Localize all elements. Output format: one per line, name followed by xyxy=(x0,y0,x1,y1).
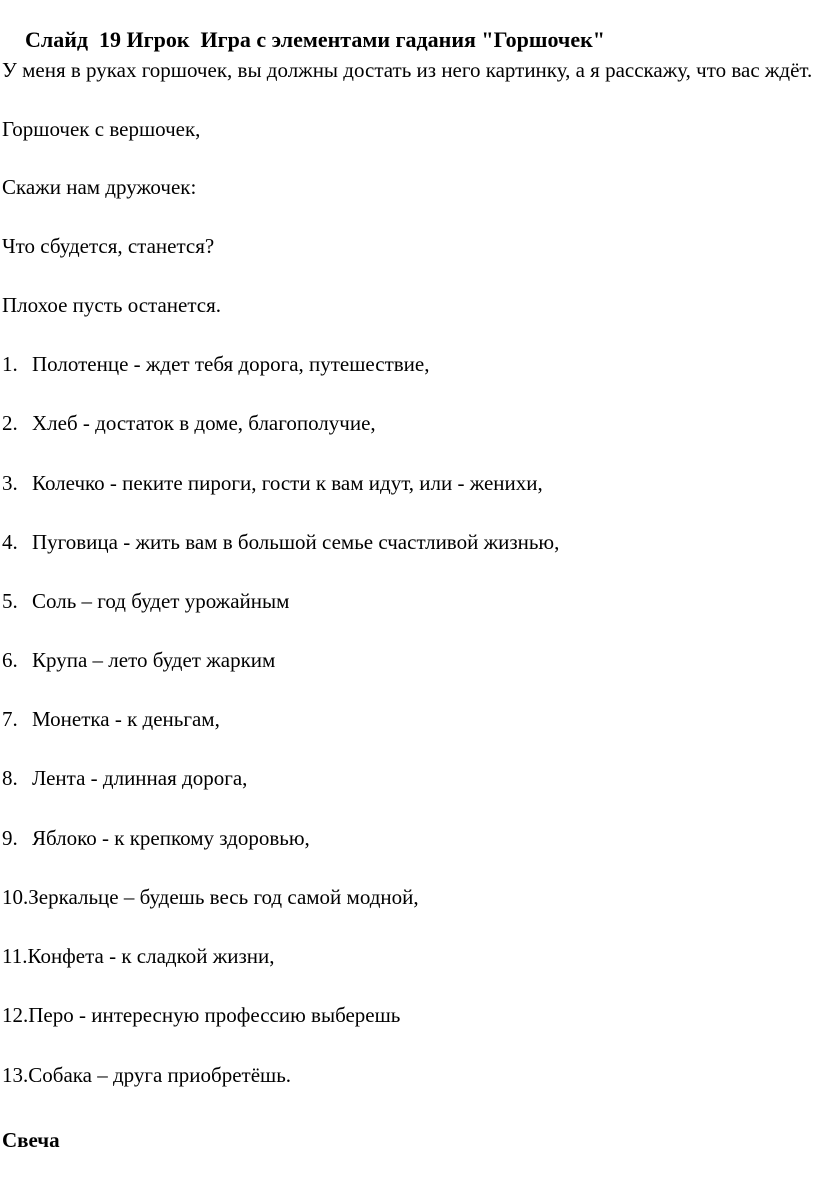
verse-line: Что сбудется, станется? xyxy=(2,234,215,258)
list-item xyxy=(2,588,289,614)
list-item-number: 12. xyxy=(2,1003,29,1027)
list-item-text: Крупа – лето будет жарким xyxy=(32,648,276,672)
list-item xyxy=(2,765,247,791)
list-item-number: 13. xyxy=(2,1063,29,1087)
list-item xyxy=(2,351,429,377)
list-item-text: Монетка - к деньгам, xyxy=(32,707,220,731)
verse-line: Горшочек с вершочек, xyxy=(2,117,201,141)
list-item-number: 9. xyxy=(2,826,18,850)
list-item-text: Соль – год будет урожайным xyxy=(32,589,290,613)
list-item xyxy=(2,706,220,732)
list-item-text: Лента - длинная дорога, xyxy=(32,766,248,790)
list-item-number: 10. xyxy=(2,885,29,909)
list-item-text: Полотенце - ждет тебя дорога, путешествие, xyxy=(32,352,430,376)
list-item-text: Собака – друга приобретёшь. xyxy=(28,1063,292,1087)
list-item-text: Яблоко - к крепкому здоровью, xyxy=(32,826,310,850)
list-item xyxy=(2,943,275,969)
verse-line: Скажи нам дружочек: xyxy=(2,175,197,199)
list-item-number: 7. xyxy=(2,707,18,731)
list-item-number: 1. xyxy=(2,352,18,376)
list-item-text: Колечко - пеките пироги, гости к вам идут, или - женихи, xyxy=(32,471,543,495)
list-item-number: 6. xyxy=(2,648,18,672)
list-item-number: 2. xyxy=(2,411,18,435)
list-item xyxy=(2,1002,400,1028)
list-item xyxy=(2,410,376,436)
list-item-text: Перо - интересную профессию выберешь xyxy=(28,1003,401,1027)
list-item xyxy=(2,1062,291,1088)
list-item-text: Пуговица - жить вам в большой семье счастливой жизнью, xyxy=(32,530,560,554)
list-item-number: 3. xyxy=(2,471,18,495)
list-item-text: Хлеб - достаток в доме, благополучие, xyxy=(32,411,376,435)
list-item-text: Конфета - к сладкой жизни, xyxy=(27,944,275,968)
list-item xyxy=(2,825,310,851)
page-title: Слайд 19 Игрок Игра с элементами гадания "Горшочек" xyxy=(25,27,605,52)
list-item xyxy=(2,884,419,910)
list-item-number: 11. xyxy=(2,944,28,968)
list-item xyxy=(2,470,543,496)
list-item-number: 5. xyxy=(2,589,18,613)
intro-paragraph: У меня в руках горшочек, вы должны достать из него картинку, а я расскажу, что вас ждёт. xyxy=(2,58,813,82)
verse-line: Плохое пусть останется. xyxy=(2,293,222,317)
section-heading: Свеча xyxy=(2,1128,60,1152)
list-item xyxy=(2,647,275,673)
list-item xyxy=(2,529,559,555)
list-item-number: 4. xyxy=(2,530,18,554)
list-item-number: 8. xyxy=(2,766,18,790)
list-item-text: Зеркальце – будешь весь год самой модной, xyxy=(28,885,419,909)
